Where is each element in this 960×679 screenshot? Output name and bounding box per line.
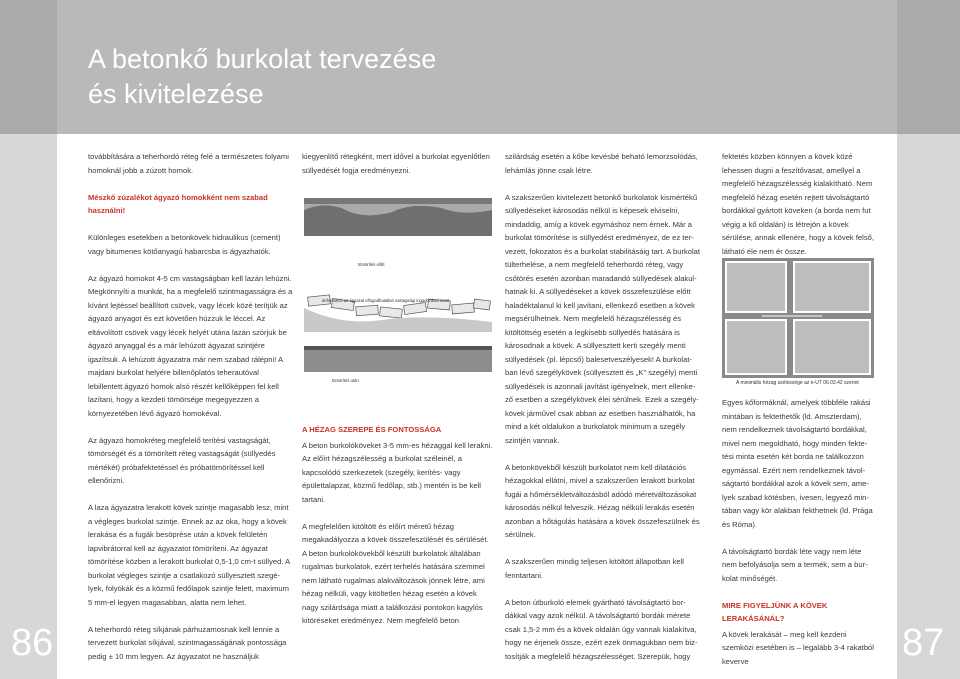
paragraph: kiegyenlítő rétegként, mert idővel a burkolat egyenlőtlen süllyedését fogja eredményezni.: [302, 152, 490, 175]
paragraph: A beton burkolóköveket 3-5 mm-es hézaggal kell lerakni. Az előírt hézagszélesség a burkolat széleinél, a kapcsolódó szerkezetek (szegély, kerítés- vagy épülettalapzat, közmű fedőlap, stb.) mentén is be kell tartani.: [302, 440, 493, 504]
figure-caption: A minimális hézag szélessége az e-UT 06.03.42 szerint: [736, 380, 859, 386]
bedding-deformation-figure: [302, 196, 494, 396]
page-number-left: 86: [11, 622, 54, 664]
paragraph: A szakszerűen kivitelezett betonkő burkolatok kismértékű süllyedéseket károsodás nélkül is képesek elviselni, mindaddig, amíg a kövek egymáshoz nem érnek. Már a burkolat tömörítése is süllyedést eredményez, de ez tervezett, fokozatos és a burkolat stabilitásáig tart. A burkolat tülterhelése, a nem megfelelő teherhordó réteg, vagy csőtörés esetén azonban maradandó süllyedések alakulhatnak ki. A süllyedéseket a kövek összefeszülése előtt haladéktalanul ki kell javítani, ellenkező esetben a kövek megsérülhetnek. Nem megfelelő hézagszélesség és kitöltöttség esetén a legkisebb süllyedés hatására is károsodnak a kövek. A süllyesztett kerti szegély menti süllyedések (pl. lépcső) balesetveszélyesek! A burkolatban lévő szegélykövek (süllyesztett és „K" szegély) menti süllyedések is azonnali javítást igényelnek, mert ellenkező esetben a szegélykövek élei sérülnek. Ezek a szegélykövek járművel csak abban az esetben használhatók, ha mind a két oldalukon a burkolatok minimum a szegély szintjén vannak.: [505, 192, 701, 445]
title-line-1: A betonkő burkolat tervezése: [88, 44, 437, 74]
paragraph: A szakszerűen mindig teljesen kitöltött állapotban kell fenntartani.: [505, 557, 684, 580]
paragraph: Az ágyazó homokréteg megfelelő terítési vastagságát, tömörségét és a tömörített réteg vastagságát (süllyedés mértékét) próbafektetéssel és próbatömörítéssel kell ellenőrizni.: [88, 435, 276, 485]
paragraph: Az ágyazó homokot 4-5 cm vastagságban kell lazán lehúzni. Megkönnyíti a munkát, ha a megfelelő szintmagasságra és a kívánt lejtéssel beállított csövek, vagy lécek közé terítjük az ágyazó anyagot és ezt követően húzzuk le léccel. Az eltávolított csövek vagy lécek helyét utána lazán szórjuk be ágyazó anyaggal és a már lehúzott ágyazat szintjére igazítsuk. A lehúzott ágyazatra már nem szabad rálépni! A majdani burkolat helyére billenőplatós teherautóval lebillentett ágyazó homok alsó részét kellőképpen fel kell lazítani, hogy a kezdeti tömörsége megegyezzen a környezetében lévő ágyazó homokéval.: [88, 273, 293, 418]
header-corner-right: [897, 0, 960, 134]
paragraph: fektetés közben könnyen a kövek közé lehessen dugni a feszítővasat, amellyel a megfelelő hézagszélesség kialakítható. Nem megfelelő hézag esetén rejtett távolságtartó bordákkal gyártott köveken (a borda nem fut végig a kő oldalán) is létrejön a kövek sérülése, annak ellenére, hogy a kövek felső, látható éle nem ér össze.: [722, 152, 874, 256]
header-corner-left: [0, 0, 57, 134]
text-column-4b: [722, 396, 874, 679]
page-number-right: 87: [902, 622, 945, 664]
paragraph: A beton útburkoló elemek gyártható távolságtartó bordákkal vagy azok nélkül. A távolságtartó bordák mérete csak 1,5-2 mm és a kövek oldalán úgy vannak kialakítva, hogy ne érjenek össze, ezért ezek önmagukban nem biztosítják a megfelelő hézagszélességet. Szerepük, hogy: [505, 597, 698, 661]
figure-caption: tömörítés előtt: [358, 262, 385, 267]
cross-section-diagram: [302, 196, 494, 396]
section-heading: A HÉZAG SZEREPE ÉS FONTOSSÁGA: [302, 425, 442, 434]
paragraph: A betonkövekből készült burkolatot nem kell dilatációs hézagokkal ellátni, mivel a szakszerűen lerakott burkolat fugái a hőmérsékletváltozásból adódó méretváltozásokat károsodás nélkül felveszik. Hézag nélküli lerakás esetén azonban a hőtágulás hatására a kövek összefeszülnek és sérülnek.: [505, 462, 700, 539]
left-margin-bar: [0, 134, 57, 679]
paragraph: A távolságtartó bordák léte vagy nem léte nem befolyásolja sem a termék, sem a burkolat minőségét.: [722, 546, 868, 583]
text-column-2b: [302, 423, 494, 641]
joint-diagram: [722, 258, 874, 378]
paragraph: Egyes kőformáknál, amelyek többféle rakási mintában is fektethetők (ld. Amszterdam), nem rendelkeznek távolságtartó bordákkal, mivel nem megoldható, hogy minden fektetési minta esetén két borda ne találkozzon egymással. Ezért nem rendelkeznek távolságtartó bordákkal azok a kövek sem, amelyek szabad kötésben, ívesen, legyező mintában vagy kör alakban fekthetnek (ld. Prága és Róma).: [722, 398, 873, 529]
paragraph: továbbítására a teherhordó réteg felé a természetes folyami homoknál jobb a zúzott homok.: [88, 152, 289, 175]
page-title: [88, 42, 588, 112]
figure-caption: tömörítés után: [332, 378, 359, 383]
text-column-3: [505, 150, 700, 677]
paragraph: A kövek lerakását – meg kell kezdeni szemközi esetében is – legalább 3-4 rakatból keverve: [722, 629, 874, 666]
paragraph: Különleges esetekben a betonkövek hidraulikus (cement) vagy bitumenes kötőanyagú habarcsba is ágyazhatók.: [88, 233, 281, 256]
figure-caption: deformáció az ágyazat elfogadhatatlan vastagsági ingadozásai miatt: [322, 298, 449, 303]
text-column-2: [302, 150, 494, 191]
section-heading: MIRE FIGYELJÜNK A KÖVEK LERAKÁSÁNÁL?: [722, 600, 828, 623]
paragraph: A megfelelően kitöltött és előírt méretű hézag megakadályozza a kövek összefeszülését és sérülését. A beton burkolókövekből készült burkolatok általában rugalmas burkolatok, ezért terhelés hatására szemmel nem látható rugalmas alakváltozások jönnek létre, ami hézag nélküli, vagy kitöltetlen hézag esetén a kövek nagy szilárdsága miatt a találkozási pontokon kagylós kitöréseket eredményez. Nem megfelelő beton: [302, 521, 489, 625]
paragraph: A laza ágyazatra lerakott kövek szintje magasabb lesz, mint a végleges burkolat szintje. Ennek az az oka, hogy a kövek lerakása és a fugák besöprése után a kövek felületén lapvibrátorral kell az ágyazatot tömöríteni. Az ágyazat tömörítése közben a lerakott burkolat 0,5-1,0 cm-t süllyed. A burkolat végleges szintje a csatlakozó süllyesztett szegélyek, folyókák és a közmű fedőlapok szintje felett, maximum 5 mm-el legyen magasabban, alatta nem lehet.: [88, 503, 290, 607]
title-line-2: és kivitelezése: [88, 79, 264, 109]
paragraph: szilárdság esetén a kőbe kevésbé beható lemorzsolódás, lehámlás jönne csak létre.: [505, 152, 698, 175]
right-margin-bar: [897, 134, 960, 679]
warning-text: Mészkő zúzalékot ágyazó homokként nem szabad használni!: [88, 192, 268, 215]
paragraph: A teherhordó réteg síkjának párhuzamosnak kell lennie a tervezett burkolat síkjával, szintmagasságának pontossága pedig ± 10 mm legyen. Az ágyazatot ne használjuk: [88, 624, 287, 661]
text-column-1: [88, 150, 293, 677]
text-column-4: [722, 150, 874, 272]
joint-width-figure: [722, 258, 874, 388]
